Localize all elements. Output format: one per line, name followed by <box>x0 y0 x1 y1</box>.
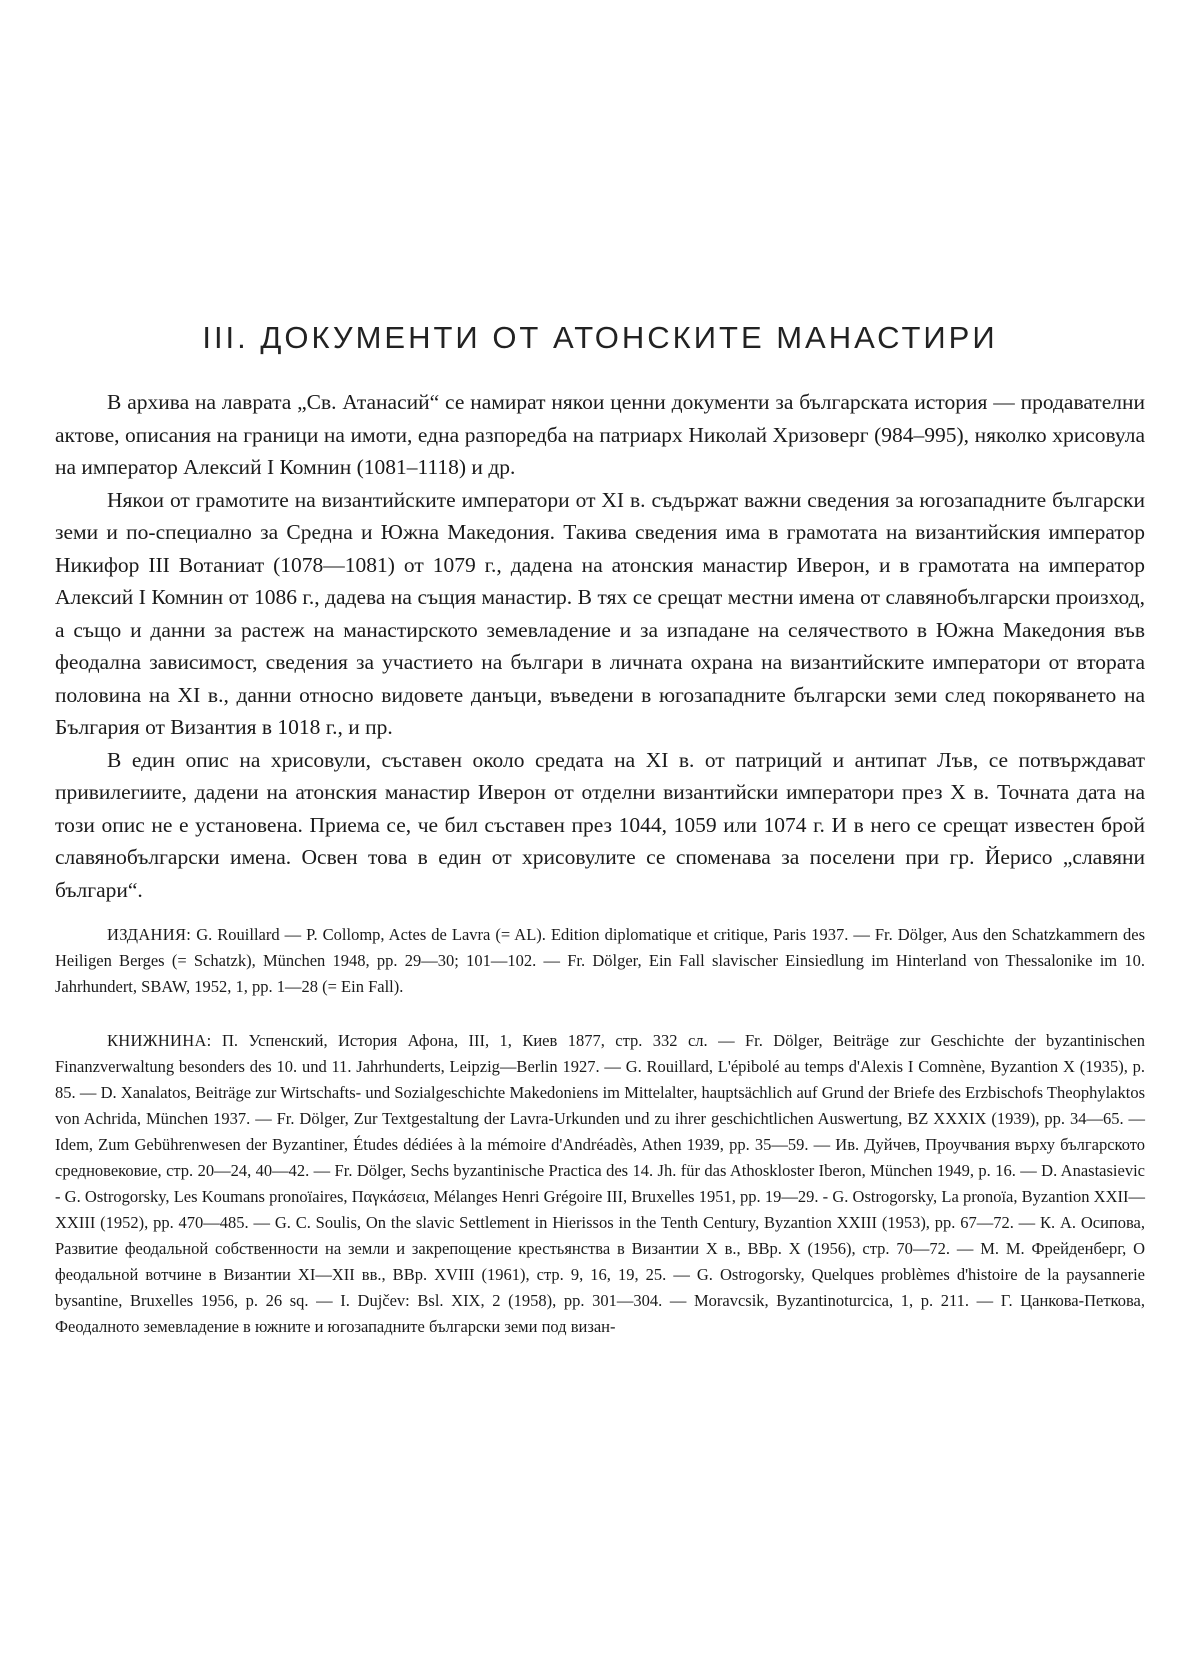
document-page <box>55 320 1145 1340</box>
editions-text: G. Rouillard — P. Collomp, Actes de Lavra (= AL). Edition diplomatique et critique, Paris 1937. — Fr. Dölger, Aus den Schatzkammern des Heiligen Berges (= Schatzk), München 1948, pp. 29—30; 101—102. — Fr. Dölger, Ein Fall slavischer Einsiedlung im Hinterland von Thessalonike im 10. Jahrhundert, SBAW, 1952, 1, pp. 1—28 (= Ein Fall). <box>55 925 1145 996</box>
editions-label: ИЗДАНИЯ: <box>107 925 192 944</box>
literature-text: П. Успенский, История Афона, III, 1, Киев 1877, стр. 332 сл. — Fr. Dölger, Beiträge zur Geschichte der byzantinischen Finanzverwaltung besonders des 10. und 11. Jahrhunderts, Leipzig—Berlin 1927. — G. Rouillard, L'épibolé au temps d'Alexis I Comnène, Byzantion X (1935), p. 85. — D. Xanalatos, Beiträge zur Wirtschafts- und Sozialgeschichte Makedoniens im Mittelalter, hauptsächlich auf Grund der Briefe des Erzbischofs Theophylaktos von Achrida, München 1937. — Fr. Dölger, Zur Textgestaltung der Lavra-Urkunden und zu ihrer geschichtlichen Auswertung, BZ XXXIX (1939), pp. 34—65. — Idem, Zum Gebührenwesen der Byzantiner, Études dédiées à la mémoire d'Andréadès, Athen 1939, pp. 35—59. — Ив. Дуйчев, Проучвания върху българското средновековие, стр. 20—24, 40—42. — Fr. Dölger, Sechs byzantinische Practica des 14. Jh. für das Athoskloster Iberon, München 1949, p. 16. — D. Anastasievic - G. Ostrogorsky, Les Koumans pronoïaires, Παγκάσεια, Mélanges Henri Grégoire III, Bruxelles 1951, pp. 19—29. - G. Ostrogorsky, La pronoïa, Byzantion XXII—XXIII (1952), pp. 470—485. — G. C. Soulis, On the slavic Settlement in Hierissos in the Tenth Century, Byzantion XXIII (1953), pp. 67—72. — К. А. Осипова, Развитие феодальной собственности на земли и закрепощение крестьянства в Византии X в., ВВр. X (1956), стр. 70—72. — М. М. Фрейденберг, О феодальной вотчине в Византии XI—XII вв., ВВр. XVIII (1961), стр. 9, 16, 19, 25. — G. Ostrogorsky, Quelques problèmes d'histoire de la paysannerie bysantine, Bruxelles 1956, p. 26 sq. — I. Dujčev: Bsl. XIX, 2 (1958), pp. 301—304. — Moravcsik, Byzantinoturcica, 1, p. 211. — Г. Цанкова-Петкова, Феодалното земевладение в южните и югозападните български земи под визан- <box>55 1031 1145 1336</box>
paragraph-2: Някои от грамотите на византийските императори от XI в. съдържат важни сведения за югозападните български земи и по-специално за Средна и Южна Македония. Такива сведения има в грамотата на византийския император Никифор III Вотаниат (1078—1081) от 1079 г., дадена на атонския манастир Иверон, и в грамотата на император Алексий I Комнин от 1086 г., дадева на същия манастир. В тях се срещат местни имена от славянобългарски произход, а също и данни за растеж на манастирското земевладение и за изпадане на селячеството в Южна Македония във феодална зависимост, сведения за участието на българи в личната охрана на византийските императори от втората половина на XI в., данни относно видовете данъци, въведени в югозападните български земи след покоряването на България от Византия в 1018 г., и пр. <box>55 487 1145 739</box>
paragraph-3: В един опис на хрисовули, съставен около средата на XI в. от патриций и антипат Лъв, се потвърждават привилегиите, дадени на атонския манастир Иверон от отделни византийски императори през X в. Точната дата на този опис не е установена. Приема се, че бил съставен през 1044, 1059 или 1074 г. И в него се срещат известен брой славянобългарски имена. Освен това в един от хрисовулите се споменава за поселени при гр. Йерисо „славяни българи“. <box>55 747 1145 902</box>
editions-note <box>55 922 1145 1000</box>
section-heading: III. ДОКУМЕНТИ ОТ АТОНСКИТЕ МАНАСТИРИ <box>202 320 998 355</box>
paragraph-1: В архива на лаврата „Св. Атанасий“ се намират някои ценни документи за българската история — продавателни актове, описания на граници на имоти, една разпоредба на патриарх Николай Хризоверг (984–995), няколко хрисовула на император Алексий I Комнин (1081–1118) и др. <box>55 390 1145 479</box>
main-text <box>55 386 1145 906</box>
literature-note <box>55 1028 1145 1340</box>
literature-label: КНИЖНИНА: <box>107 1031 212 1050</box>
